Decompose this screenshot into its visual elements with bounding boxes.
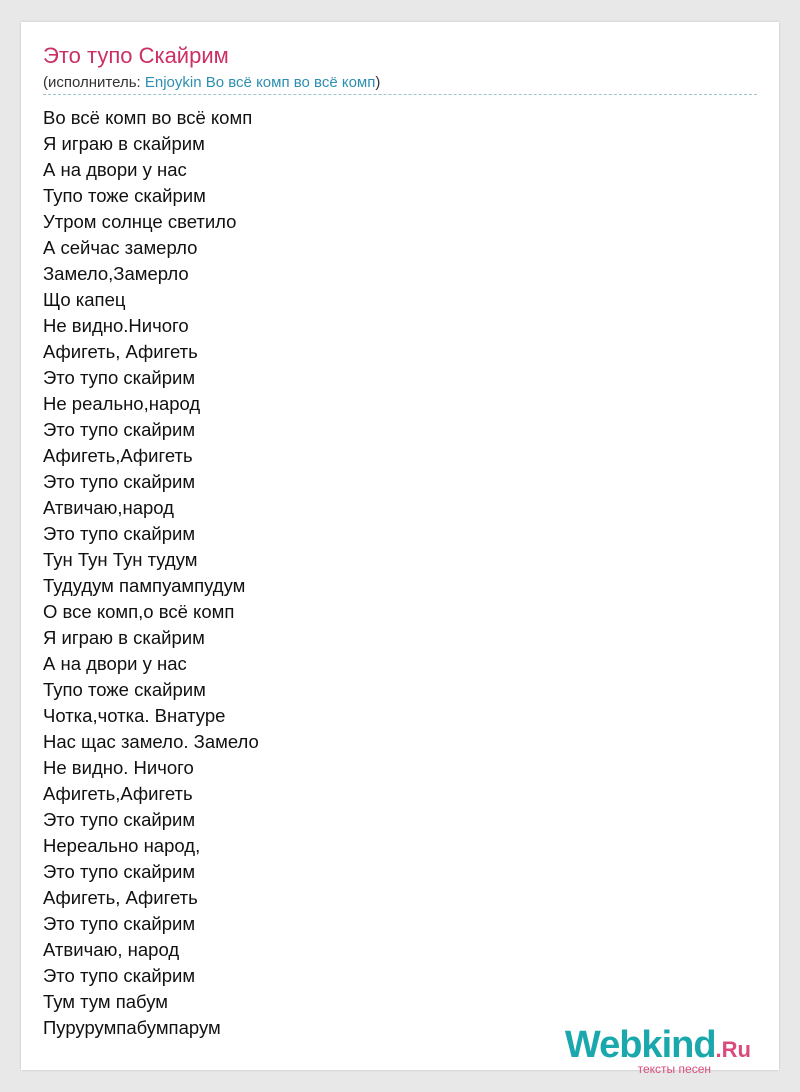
logo-tld: .Ru [715,1037,751,1062]
lyric-line: Тупо тоже скайрим [43,679,206,700]
lyric-line: Я играю в скайрим [43,627,205,648]
lyric-line: Афигеть, Афигеть [43,341,198,362]
lyric-line: Атвичаю, народ [43,939,180,960]
dashed-divider [43,94,757,95]
lyrics-list [43,105,259,1041]
lyric-line: Это тупо скайрим [43,965,196,986]
lyric-line: Афигеть,Афигеть [43,783,193,804]
lyric-line: Тун Тун Тун тудум [43,549,198,570]
lyric-line: Чотка,чотка. Внатуре [43,705,226,726]
logo-tagline: тексты песен [637,1062,711,1076]
lyric-line: Это тупо скайрим [43,809,196,830]
lyrics-page [21,22,779,1076]
lyric-line: Афигеть,Афигеть [43,445,193,466]
lyric-line: Это тупо скайрим [43,367,196,388]
lyric-line: О все комп,о всё комп [43,601,235,622]
lyric-line: Тум тум пабум [43,991,169,1012]
lyric-line: Во всё комп во всё комп [43,107,253,128]
lyric-line: Тудудум пампуампудум [43,575,246,596]
lyric-line: Що капец [43,289,126,310]
lyric-line: Нереально народ, [43,835,201,856]
lyric-line: Афигеть, Афигеть [43,887,198,908]
performer-link[interactable]: Enjoykin Во всё комп во всё комп [144,74,376,91]
lyric-line: Не видно. Ничого [43,757,194,778]
lyric-line: Это тупо скайрим [43,861,196,882]
lyric-line: Атвичаю,народ [43,497,174,518]
webkind-logo[interactable] [551,1024,751,1084]
performer-suffix: ) [375,74,381,91]
performer-prefix: (исполнитель: [43,74,145,91]
lyric-line: Тупо тоже скайрим [43,185,206,206]
lyric-line: А на двори у нас [43,653,187,674]
lyric-line: Это тупо скайрим [43,913,196,934]
lyric-line: Не видно.Ничого [43,315,189,336]
lyric-line: Это тупо скайрим [43,523,196,544]
song-title: Это тупо Скайрим [43,43,229,68]
lyric-line: А на двори у нас [43,159,187,180]
logo-brand: Webkind [564,1024,716,1066]
lyric-line: А сейчас замерло [43,237,198,258]
lyric-line: Я играю в скайрим [43,133,205,154]
lyric-line: Это тупо скайрим [43,471,196,492]
lyric-line: Пурурумпабумпарум [43,1017,221,1038]
lyric-line: Замело,Замерло [43,263,189,284]
performer-line [43,73,380,93]
lyric-line: Нас щас замело. Замело [43,731,259,752]
lyric-line: Не реально,народ [43,393,201,414]
lyric-line: Это тупо скайрим [43,419,196,440]
lyric-line: Утром солнце светило [43,211,237,232]
